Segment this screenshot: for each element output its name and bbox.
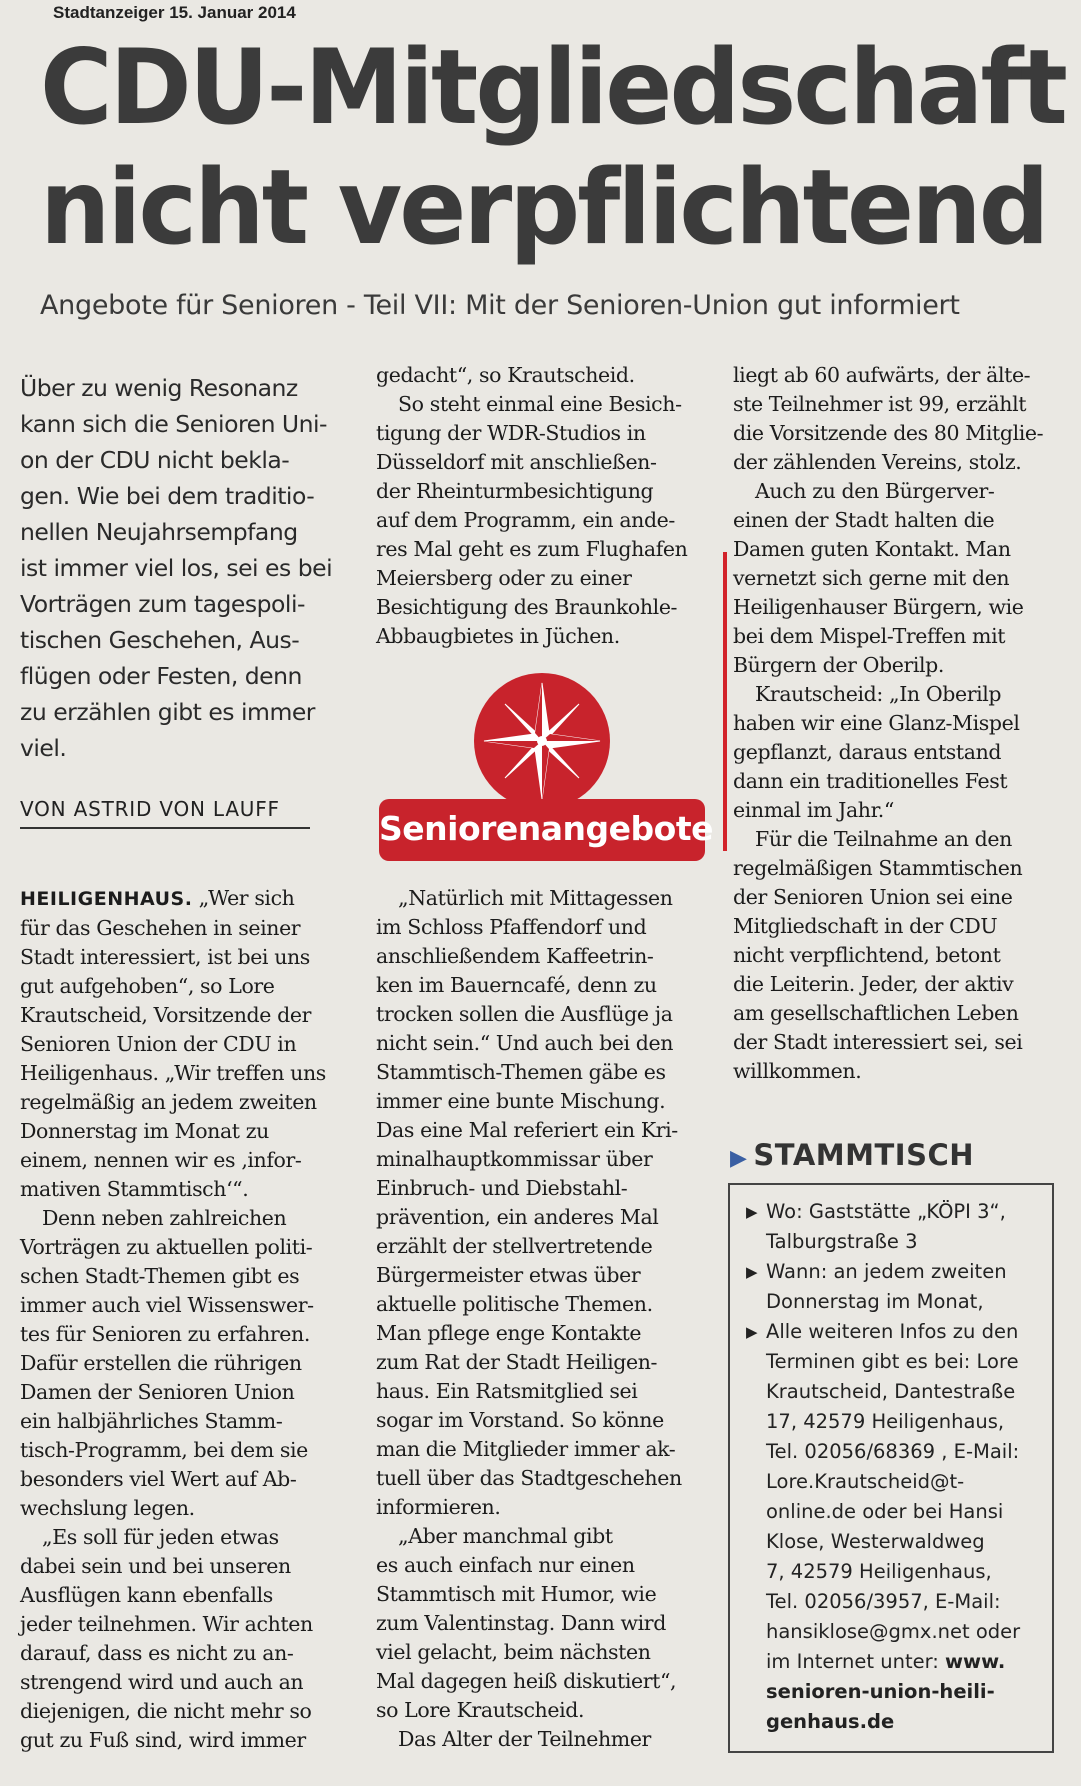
paragraph: HEILIGENHAUS. „Wer sich für das Geschehen in seiner Stadt interessiert, ist bei uns gut aufgehoben“, so Lore Krautscheid, Vorsitzende der Senioren Union der CDU in Heiligenhaus. „Wir treffen uns regelmäßig an jedem zweiten Donnerstag im Monat zu einem, nennen wir es ‚infor- mativen Stammtisch‘“. [20,886,326,1201]
infobox-stammtisch [728,1183,1054,1753]
article-column-2-bottom [376,884,706,1754]
infobox-item-time: ▶ Wann: an jedem zweiten Donnerstag im Monat, [746,1257,1042,1317]
infobox-item-contact: ▶ Alle weiteren Infos zu den Terminen gibt es bei: Lore Krautscheid, Dantestraße 17, 42579 Heiligenhaus, Tel. 02056/68369 , E-Mail: Lore.Krautscheid@t- online.de oder bei Hansi Klose, Westerwaldweg 7, 42579 Heiligenhaus, Tel. 02056/3957, E-Mail: hansiklose@gmx.net oder im Internet unter: www. senioren-union-heili- genhaus.de [746,1317,1042,1737]
website-link[interactable]: genhaus.de [766,1710,895,1733]
intro-line: Über zu wenig Resonanz [20,374,298,402]
paragraph: „Es soll für jeden etwas dabei sein und bei unseren Ausflügen kann ebenfalls jeder teilnehmen. Wir achten darauf, dass es nicht zu an- strengend wird und auch an diejenigen, die nicht mehr so gut zu Fuß sind, wird immer [20,1525,313,1752]
paragraph: Krautscheid: „In Oberilp haben wir eine Glanz-Mispel gepflanzt, daraus entstand dann ein traditionelles Fest einmal im Jahr.“ [733,682,1020,822]
paragraph: liegt ab 60 aufwärts, der älte- ste Teilnehmer ist 99, erzählt die Vorsitzende des 80 Mitglie- der zählenden Vereins, stolz. [733,363,1044,474]
intro-line: Vorträgen zum tagespoli- [20,590,305,618]
place-dateline: HEILIGENHAUS. „Wer sich [20,886,295,910]
headline-line-1: CDU-Mitgliedschaft [40,28,1065,148]
paragraph: Das Alter der Teilnehmer [398,1727,651,1751]
intro-line: nellen Neujahrsempfang [20,518,298,546]
intro-line: gen. Wie bei dem traditio- [20,482,315,510]
article-column-3 [733,361,1063,1086]
website-link[interactable]: www. [945,1650,1006,1673]
subheadline: Angebote für Senioren - Teil VII: Mit der Senioren-Union gut informiert [40,290,960,321]
intro-line: flügen oder Festen, denn [20,662,302,690]
paragraph: Denn neben zahlreichen Vorträgen zu aktuellen politi- schen Stadt-Themen gibt es immer auch viel Wissenswer- tes für Senioren zu erfahren. Dafür erstellen die rührigen Damen der Senioren Union ein halbjährliches Stamm- tisch-Programm, bei dem sie besonders viel Wert auf Ab- wechslung legen. [20,1206,314,1520]
intro-line: zu erzählen gibt es immer [20,698,315,726]
dateline: Stadtanzeiger 15. Januar 2014 [53,3,296,22]
paragraph: Auch zu den Bürgerver- einen der Stadt halten die Damen guten Kontakt. Man vernetzt sich gerne mit den Heiligenhauser Bürgern, wie bei dem Mispel-Treffen mit Bürgern der Oberilp. [733,479,1024,677]
paragraph: So steht einmal eine Besich- tigung der WDR-Studios in Düsseldorf mit anschließen- der Rheinturmbesichtigung auf dem Programm, ein ande- res Mal geht es zum Flughafen Meiersberg oder zu einer Besichtigung des Braunkohle- Abbaugbietes in Jüchen. [376,392,688,648]
red-margin-rule [723,552,727,851]
article-column-2-top [376,361,706,651]
triangle-bullet-icon: ▶ [730,1146,748,1171]
intro-line: tischen Geschehen, Aus- [20,626,300,654]
paragraph: „Natürlich mit Mittagessen im Schloss Pfaffendorf und anschließendem Kaffeetrin- ken im Bauerncafé, denn zu trocken sollen die Ausflüge ja nicht sein.“ Und auch bei den Stammtisch-Themen gäbe es immer eine bunte Mischung. Das eine Mal referiert ein Kri- minalhauptkommissar über Einbruch- und Diebstahl- prävention, ein anderes Mal erzählt der stellvertretende Bürgermeister etwas über aktuelle politische Themen. Man pflege enge Kontakte zum Rat der Stadt Heiligen- haus. Ein Ratsmitglied sei sogar im Vorstand. So könne man die Mitglieder immer ak- tuell über das Stadtgeschehen informieren. [376,886,682,1519]
author-byline: VON ASTRID VON LAUFF [20,797,310,829]
intro-line: kann sich die Senioren Uni- [20,410,328,438]
intro-line: viel. [20,734,67,762]
headline-line-2: nicht verpflichtend [40,148,1047,268]
seniorenangebote-logo [379,671,713,867]
intro-line: on der CDU nicht bekla- [20,446,290,474]
article-column-1 [20,884,340,1755]
intro-paragraph [20,370,340,766]
paragraph: gedacht“, so Krautscheid. [376,363,635,387]
intro-line: ist immer viel los, sei es bei [20,554,333,582]
headline [40,28,1065,268]
paragraph: „Aber manchmal gibt es auch einfach nur einen Stammtisch mit Humor, wie zum Valentinstag. Dann wird viel gelacht, beim nächsten Mal dagegen heiß diskutiert“, so Lore Krautscheid. [376,1524,677,1722]
logo-label: Seniorenangebote [379,809,713,848]
website-link[interactable]: senioren-union-heili- [766,1680,995,1703]
infobox-title: ▶ STAMMTISCH [730,1138,975,1172]
infobox-item-location: ▶ Wo: Gaststätte „KÖPI 3“, Talburgstraße 3 [746,1197,1042,1257]
paragraph: Für die Teilnahme an den regelmäßigen Stammtischen der Senioren Union sei eine Mitgliedschaft in der CDU nicht verpflichtend, betont die Leiterin. Jeder, der aktiv am gesellschaftlichen Leben der Stadt interessiert sei, sei willkommen. [733,827,1023,1083]
